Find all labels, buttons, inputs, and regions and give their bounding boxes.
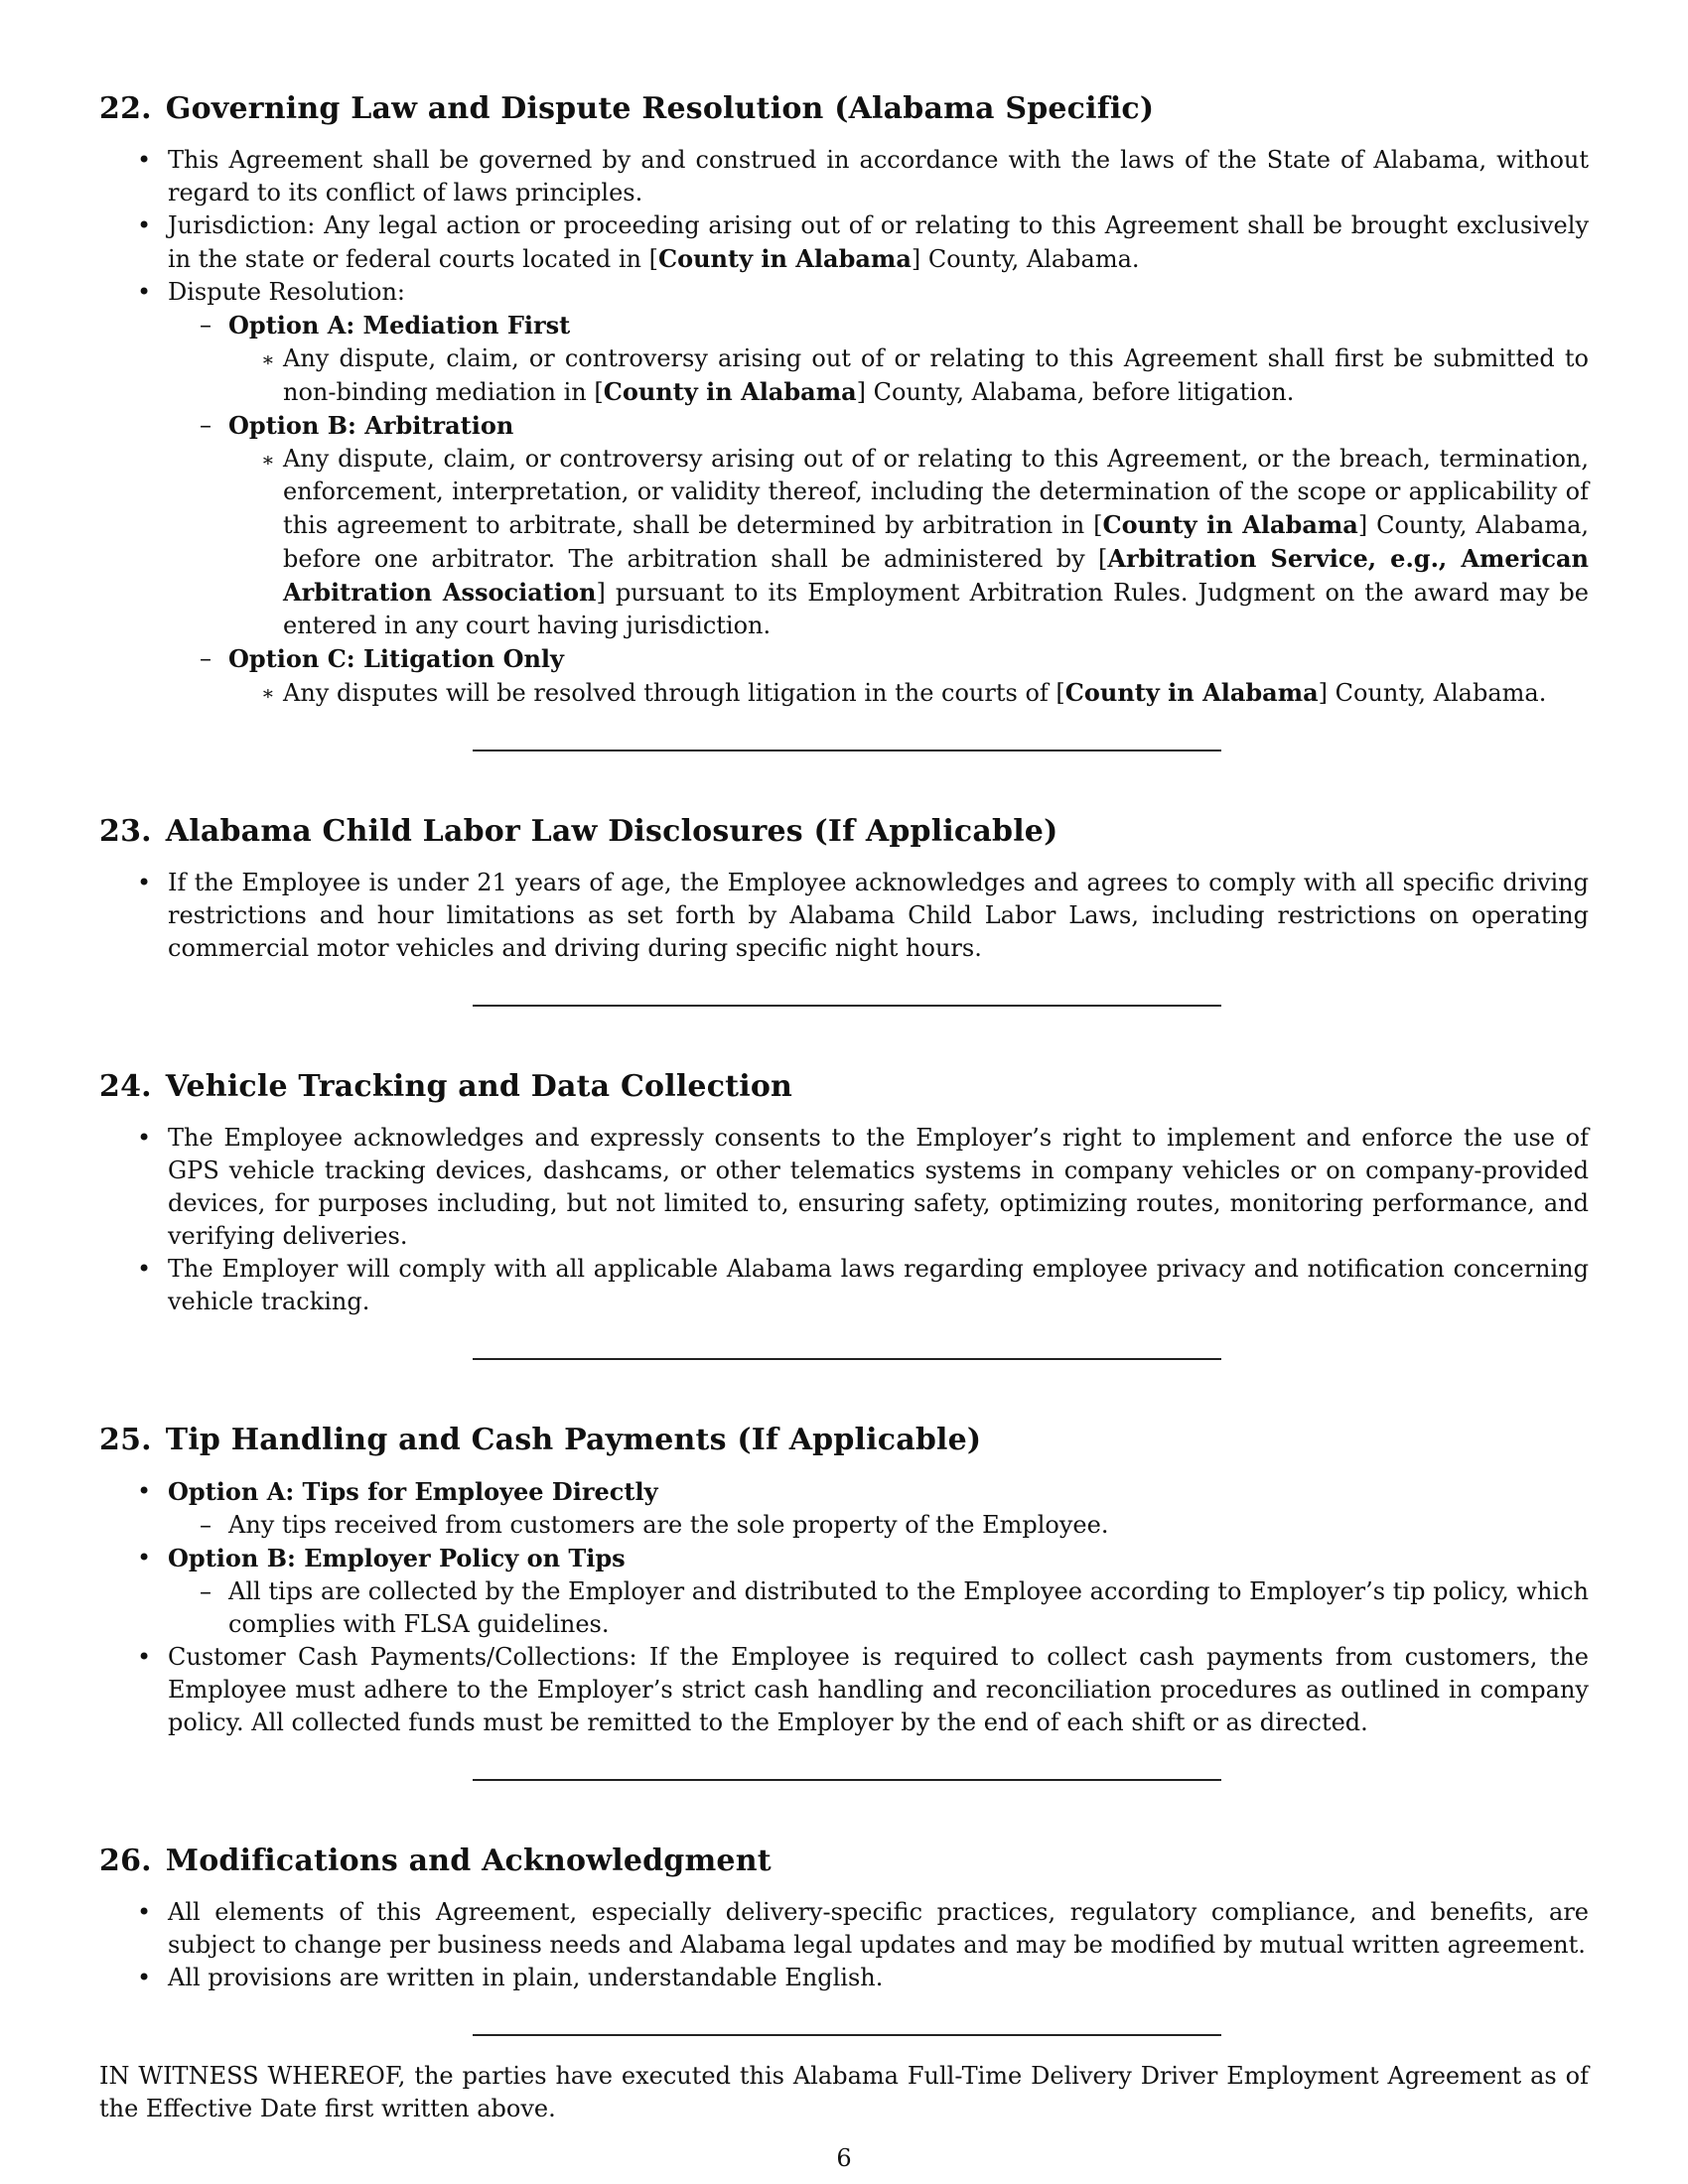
bullet-marker: •	[137, 1477, 152, 1505]
section-23-heading: 23. Alabama Child Labor Law Disclosures (If Applicable)	[99, 814, 1058, 849]
bullet-marker: •	[137, 869, 152, 896]
bullet-marker: •	[137, 1964, 152, 1991]
list-item: • Customer Cash Payments/Collections: If the Employee is required to collect cash payments from customers, the Employee must adhere to the Employer’s strict cash handling and reconciliation procedures as outlined in company policy. All collected funds must be remitted to the Employer by the end of each shift or as directed.	[137, 1643, 1589, 1736]
list-item: • The Employee acknowledges and expressly consents to the Employer’s right to implement and enforce the use of GPS vehicle tracking devices, dashcams, or other telematics systems in company vehicles or on company-provided devices, for purposes including, but not limited to, ensuring safety, optimizing routes, monitoring performance, and verifying deliveries.	[137, 1124, 1589, 1250]
section-26-heading: 26. Modifications and Acknowledgment	[99, 1843, 772, 1878]
list-item: – All tips are collected by the Employer and distributed to the Employee according to Employer’s tip policy, which complies with FLSA guidelines.	[200, 1577, 1589, 1638]
list-item: • Option B: Employer Policy on Tips – All tips are collected by the Employer and distributed to the Employee according to Employer’s tip policy, which complies with FLSA guidelines.	[99, 1542, 1589, 1641]
dash-marker: –	[200, 411, 211, 439]
bullet-marker: •	[137, 278, 152, 306]
bullet-marker: •	[137, 1643, 152, 1671]
list-item: • All provisions are written in plain, understandable English.	[99, 1962, 1589, 1994]
option-b: – Option B: Arbitration ∗ Any dispute, claim, or controversy arising out of or relating to this Agreement, or the breach, termination, enforcement, interpretation, or validity thereof, including the determination of the scope or applicability of this agreement to arbitrate, shall be determined by arbitration in [County in Alabama] County, Alabama, before one arbitrator. The arbitration shall be administered by [Arbitration Service, e.g., American Arbitration Association] pursuant to its Employment Arbitration Rules. Judgment on the award may be entered in any court having jurisdiction.	[168, 409, 1589, 642]
list-item: • Jurisdiction: Any legal action or proceeding arising out of or relating to this Agreement shall be brought exclusively in the state or federal courts located in [County in Alabama] County, Alabama.	[137, 211, 1589, 273]
bullet-marker: •	[137, 1255, 152, 1283]
document-page	[99, 91, 1589, 2125]
bullet-marker: •	[137, 1124, 152, 1152]
section-25-heading: 25. Tip Handling and Cash Payments (If Applicable)	[99, 1423, 982, 1457]
section-25	[99, 1423, 1589, 1739]
dispute-options-list	[168, 309, 1589, 710]
list-item: • Dispute Resolution: – Option A: Mediation First ∗ Any dispute, claim, or controversy arising out of or relating to this Agreement shall first be submitted to non-binding mediation in [County in Alabama] County, Alabama, before litigation. – Option B: Arbitration ∗ Any dispute, claim, or controversy arising out of or relating to this Agreement, or the breach, termination, enforcement, interpretation, or validity thereof, including the determination of the scope or applicability of this agreement to arbitrate, shall be determined by arbitration in [County in Alabama] County, Alabama, before one arbitrator. The arbitration shall be administered by [Arbitration Service, e.g., American Arbitration Association] pursuant to its Employment Arbitration Rules. Judgment on the award may be entered in any court having jurisdiction. – Option C: Litigation Only ∗ Any disputes will be resolved through litigation in the courts of [County in Alabama] County, Alabama.	[99, 276, 1589, 710]
page-number: 6	[836, 2144, 852, 2172]
list-item: – Any tips received from customers are the sole property of the Employee.	[168, 1509, 1589, 1542]
section-22	[99, 91, 1589, 710]
star-marker: ∗	[261, 681, 275, 705]
list-item: • All elements of this Agreement, especially delivery-specific practices, regulatory compliance, and benefits, are subject to change per business needs and Alabama legal updates and may be modified by mutual written agreement.	[137, 1898, 1589, 1959]
bullet-marker: •	[137, 211, 152, 239]
section-26	[99, 1843, 1589, 1994]
list-item: ∗ Any dispute, claim, or controversy arising out of or relating to this Agreement shall first be submitted to non-binding mediation in [County in Alabama] County, Alabama, before litigation.	[261, 344, 1589, 406]
bullet-marker: •	[137, 146, 152, 174]
option-a: – Option A: Mediation First ∗ Any dispute, claim, or controversy arising out of or relating to this Agreement shall first be submitted to non-binding mediation in [County in Alabama] County, Alabama, before litigation.	[168, 309, 1589, 409]
bullet-marker: •	[137, 1544, 152, 1571]
list-item: ∗ Any dispute, claim, or controversy arising out of or relating to this Agreement, or the breach, termination, enforcement, interpretation, or validity thereof, including the determination of the scope or applicability of this agreement to arbitrate, shall be determined by arbitration in [County in Alabama] County, Alabama, before one arbitrator. The arbitration shall be administered by [Arbitration Service, e.g., American Arbitration Association] pursuant to its Employment Arbitration Rules. Judgment on the award may be entered in any court having jurisdiction.	[261, 445, 1590, 639]
star-marker: ∗	[261, 448, 275, 472]
dash-marker: –	[200, 644, 211, 672]
bullet-marker: •	[137, 1898, 152, 1926]
list-item: • The Employer will comply with all applicable Alabama laws regarding employee privacy and notification concerning vehicle tracking.	[137, 1255, 1589, 1315]
section-22-list	[99, 144, 1589, 710]
section-24	[99, 1069, 1589, 1318]
section-divider	[473, 2034, 1221, 2036]
dash-marker: –	[200, 311, 211, 339]
section-22-heading: 22. Governing Law and Dispute Resolution (Alabama Specific)	[99, 91, 1155, 126]
list-item: • Option A: Tips for Employee Directly – Any tips received from customers are the sole property of the Employee.	[99, 1475, 1589, 1542]
dash-marker: –	[200, 1577, 211, 1605]
list-item: • This Agreement shall be governed by and construed in accordance with the laws of the State of Alabama, without regard to its conflict of laws principles.	[137, 146, 1589, 206]
list-item: ∗ Any disputes will be resolved through litigation in the courts of [County in Alabama] County, Alabama.	[228, 676, 1589, 710]
section-24-heading: 24. Vehicle Tracking and Data Collection	[99, 1069, 793, 1104]
section-23	[99, 814, 1589, 965]
witness-statement: IN WITNESS WHEREOF, the parties have executed this Alabama Full-Time Delivery Driver Employment Agreement as of the Effective Date first written above.	[99, 2062, 1589, 2122]
option-c: – Option C: Litigation Only ∗ Any disputes will be resolved through litigation in the courts of [County in Alabama] County, Alabama.	[168, 642, 1589, 710]
dash-marker: –	[200, 1511, 211, 1539]
list-item: • If the Employee is under 21 years of age, the Employee acknowledges and agrees to comply with all specific driving restrictions and hour limitations as set forth by Alabama Child Labor Laws, including restrictions on operating commercial motor vehicles and driving during specific night hours.	[137, 869, 1589, 962]
star-marker: ∗	[261, 347, 275, 371]
